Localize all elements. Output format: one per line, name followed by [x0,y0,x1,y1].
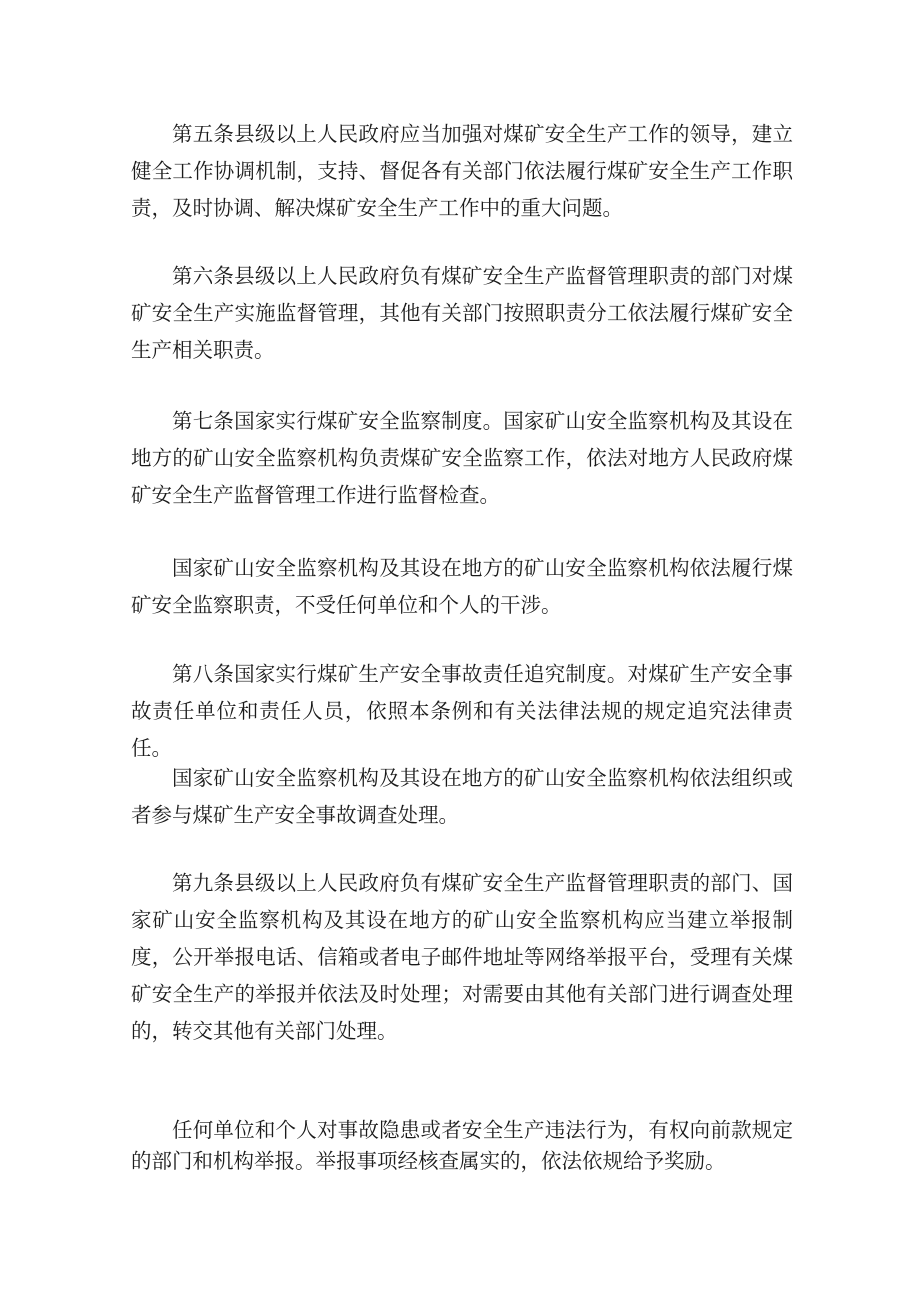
paragraph-article-6: 第六条县级以上人民政府负有煤矿安全生产监督管理职责的部门对煤矿安全生产实施监督管理，其他有关部门按照职责分工依法履行煤矿安全生产相关职责。 [131,264,793,362]
paragraph-article-5: 第五条县级以上人民政府应当加强对煤矿安全生产工作的领导，建立健全工作协调机制，支持、督促各有关部门依法履行煤矿安全生产工作职责，及时协调、解决煤矿安全生产工作中的重大问题。 [131,122,793,220]
paragraph-article-8: 第八条国家实行煤矿生产安全事故责任追究制度。对煤矿生产安全事故责任单位和责任人员，依照本条例和有关法律法规的规定追究法律责任。 [131,662,793,760]
paragraph-article-9: 第九条县级以上人民政府负有煤矿安全生产监督管理职责的部门、国家矿山安全监察机构及其设在地方的矿山安全监察机构应当建立举报制度，公开举报电话、信箱或者电子邮件地址等网络举报平台，受理有关煤矿安全生产的举报并依法及时处理；对需要由其他有关部门进行调查处理的，转交其他有关部门处理。 [131,871,793,1043]
paragraph-article-7-supplement: 国家矿山安全监察机构及其设在地方的矿山安全监察机构依法履行煤矿安全监察职责，不受任何单位和个人的干涉。 [131,556,793,617]
paragraph-article-9-supplement: 任何单位和个人对事故隐患或者安全生产违法行为，有权向前款规定的部门和机构举报。举报事项经核查属实的，依法依规给予奖励。 [131,1118,793,1173]
paragraph-article-7: 第七条国家实行煤矿安全监察制度。国家矿山安全监察机构及其设在地方的矿山安全监察机构负责煤矿安全监察工作，依法对地方人民政府煤矿安全生产监督管理工作进行监督检查。 [131,409,793,507]
paragraph-article-8-supplement: 国家矿山安全监察机构及其设在地方的矿山安全监察机构依法组织或者参与煤矿生产安全事故调查处理。 [131,766,793,827]
